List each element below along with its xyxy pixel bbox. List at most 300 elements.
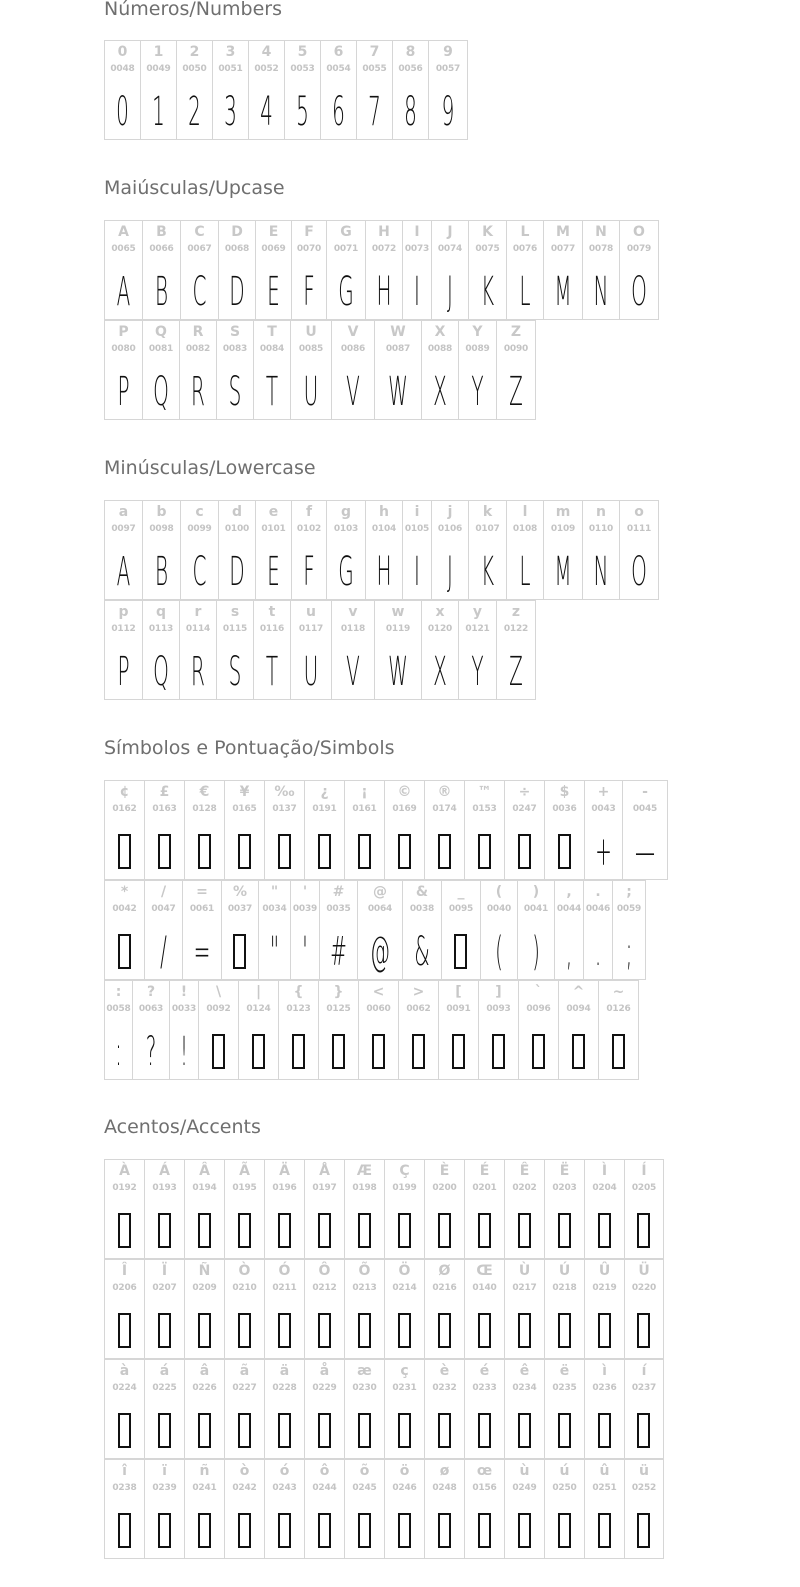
character-code: 0075	[475, 244, 500, 254]
glyph-preview: P	[117, 369, 130, 415]
missing-glyph-box-icon	[558, 834, 571, 869]
glyph-cell	[374, 600, 422, 700]
character-code: 0113	[148, 624, 174, 634]
character-code: 0052	[254, 64, 279, 74]
glyph-cell	[544, 1259, 585, 1359]
character-label: 5	[297, 44, 308, 60]
section-title-upcase: Maiúsculas/Upcase	[104, 177, 285, 199]
character-label: ã	[239, 1363, 250, 1379]
character-label: ~	[612, 984, 625, 1000]
glyph-preview: P	[117, 649, 130, 695]
glyph-cell	[582, 220, 620, 320]
glyph-preview: C	[192, 269, 207, 315]
glyph-cell	[584, 1459, 625, 1559]
character-code: 0076	[512, 244, 538, 254]
character-label: a	[118, 504, 129, 520]
character-label: s	[230, 604, 240, 620]
glyph-preview: I	[414, 269, 420, 315]
glyph-cell	[398, 980, 439, 1080]
missing-glyph-box-icon	[238, 1313, 251, 1348]
glyph-preview: "	[269, 929, 280, 975]
glyph-cell	[264, 1159, 305, 1259]
glyph-cell	[374, 320, 422, 420]
missing-glyph-box-icon	[212, 1034, 225, 1069]
glyph-preview: 0	[116, 89, 129, 135]
glyph-cell	[504, 780, 545, 880]
glyph-preview: Y	[471, 369, 484, 415]
glyph-cell	[179, 320, 217, 420]
character-code: 0051	[218, 64, 243, 74]
character-code: 0243	[272, 1483, 297, 1493]
glyph-cell	[224, 1259, 265, 1359]
character-label: ?	[146, 984, 156, 1000]
character-label: Ü	[638, 1263, 650, 1279]
character-label: Ï	[161, 1263, 168, 1279]
glyph-preview: G	[338, 549, 354, 595]
glyph-row	[104, 780, 667, 880]
glyph-cell	[144, 780, 185, 880]
missing-glyph-box-icon	[118, 834, 131, 869]
character-code: 0038	[409, 904, 435, 914]
glyph-row	[104, 1159, 663, 1259]
missing-glyph-box-icon	[278, 834, 291, 869]
character-label: o	[634, 504, 644, 520]
missing-glyph-box-icon	[318, 1513, 331, 1548]
character-label: R	[192, 324, 204, 340]
character-label: @	[373, 884, 387, 900]
character-code: 0126	[606, 1004, 631, 1014]
glyph-cell	[104, 220, 143, 320]
character-code: 0073	[404, 244, 430, 254]
character-code: 0102	[296, 524, 322, 534]
character-label: ú	[559, 1463, 570, 1479]
character-code: 0246	[392, 1483, 417, 1493]
character-label: Ù	[518, 1263, 531, 1279]
character-code: 0207	[152, 1283, 177, 1293]
glyph-cell	[458, 600, 497, 700]
glyph-preview: 5	[296, 89, 309, 135]
glyph-cell	[424, 1159, 465, 1259]
character-label: m	[555, 504, 571, 520]
missing-glyph-box-icon	[292, 1034, 305, 1069]
character-label: {	[293, 984, 304, 1000]
glyph-preview: T	[265, 649, 279, 695]
character-label: ÷	[518, 784, 531, 800]
glyph-cell	[504, 1259, 545, 1359]
character-code: 0169	[392, 804, 417, 814]
character-code: 0165	[232, 804, 257, 814]
character-label: P	[118, 324, 129, 340]
missing-glyph-box-icon	[358, 1313, 371, 1348]
character-label: Û	[598, 1263, 611, 1279]
glyph-preview: D	[229, 549, 245, 595]
character-code: 0108	[512, 524, 538, 534]
glyph-cell	[584, 1359, 625, 1459]
glyph-preview: 9	[441, 89, 455, 135]
glyph-cell	[496, 600, 536, 700]
glyph-cell	[464, 1459, 505, 1559]
glyph-cell	[248, 40, 285, 140]
glyph-preview: 4	[260, 89, 273, 135]
glyph-preview: O	[631, 269, 647, 315]
missing-glyph-box-icon	[158, 1313, 171, 1348]
character-label: õ	[359, 1463, 370, 1479]
character-label: <	[372, 984, 385, 1000]
character-label: Y	[472, 324, 483, 340]
glyph-preview: J	[447, 549, 453, 595]
glyph-cell	[464, 780, 505, 880]
character-label: \	[215, 984, 222, 1000]
glyph-cell	[421, 600, 459, 700]
character-label: ê	[519, 1363, 530, 1379]
glyph-preview: X	[433, 649, 447, 695]
glyph-preview: Z	[509, 369, 523, 415]
character-label: )	[532, 884, 540, 900]
glyph-preview: N	[593, 549, 609, 595]
glyph-cell	[584, 1259, 625, 1359]
missing-glyph-box-icon	[238, 1213, 251, 1248]
glyph-cell	[326, 220, 366, 320]
glyph-cell	[104, 500, 143, 600]
missing-glyph-box-icon	[637, 1413, 650, 1448]
character-label: à	[119, 1363, 130, 1379]
missing-glyph-box-icon	[598, 1413, 611, 1448]
character-label: k	[482, 504, 493, 520]
character-code: 0233	[472, 1383, 497, 1393]
character-code: 0072	[371, 244, 397, 254]
character-code: 0209	[192, 1283, 217, 1293]
character-label: n	[596, 504, 606, 520]
character-code: 0087	[385, 344, 411, 354]
character-label: Ë	[559, 1163, 570, 1179]
character-label: ò	[239, 1463, 250, 1479]
character-code: 0078	[588, 244, 614, 254]
glyph-cell	[144, 1359, 185, 1459]
character-code: 0111	[626, 524, 652, 534]
character-code: 0237	[631, 1383, 657, 1393]
character-code: 0122	[503, 624, 529, 634]
glyph-cell	[464, 1359, 505, 1459]
character-label: h	[379, 504, 389, 520]
glyph-cell	[224, 1159, 265, 1259]
character-code: 0064	[367, 904, 393, 914]
character-code: 0121	[465, 624, 490, 634]
character-code: 0251	[592, 1483, 617, 1493]
character-code: 0156	[472, 1483, 497, 1493]
character-code: 0043	[591, 804, 616, 814]
glyph-cell	[224, 780, 265, 880]
glyph-preview: F	[303, 269, 315, 315]
character-code: 0046	[585, 904, 611, 914]
missing-glyph-box-icon	[398, 1313, 411, 1348]
character-label: À	[119, 1163, 130, 1179]
character-label: :	[115, 984, 122, 1000]
character-code: 0080	[111, 344, 136, 354]
glyph-cell	[504, 1459, 545, 1559]
character-code: 0094	[566, 1004, 591, 1014]
character-label: p	[118, 604, 129, 620]
character-label: w	[391, 604, 405, 620]
glyph-cell	[184, 1359, 225, 1459]
glyph-preview: &	[414, 929, 430, 975]
missing-glyph-box-icon	[572, 1034, 585, 1069]
character-label: C	[194, 224, 205, 240]
character-label: ]	[495, 984, 502, 1000]
glyph-cell	[402, 500, 432, 600]
glyph-cell	[478, 980, 519, 1080]
character-label: -	[642, 784, 648, 800]
character-code: 0230	[352, 1383, 377, 1393]
character-label: Í	[641, 1163, 647, 1179]
missing-glyph-box-icon	[518, 1413, 531, 1448]
character-label: Ó	[278, 1263, 291, 1279]
missing-glyph-box-icon	[118, 1513, 131, 1548]
character-code: 0056	[398, 64, 423, 74]
character-code: 0193	[152, 1183, 177, 1193]
glyph-cell	[176, 40, 213, 140]
character-label: F	[304, 224, 314, 240]
glyph-cell	[384, 1159, 425, 1259]
character-code: 0163	[152, 804, 177, 814]
character-label: q	[155, 604, 167, 620]
character-label: ü	[639, 1463, 649, 1479]
character-label: ¿	[320, 784, 329, 800]
character-code: 0153	[472, 804, 497, 814]
character-code: 0227	[232, 1383, 257, 1393]
character-code: 0204	[592, 1183, 617, 1193]
character-label: B	[156, 224, 167, 240]
glyph-preview: /	[160, 929, 167, 975]
glyph-preview: Q	[153, 369, 169, 415]
glyph-preview: K	[480, 549, 495, 595]
character-code: 0140	[472, 1283, 497, 1293]
character-label: 6	[333, 44, 344, 60]
glyph-preview: @	[370, 929, 390, 975]
missing-glyph-box-icon	[318, 834, 331, 869]
glyph-cell	[582, 500, 620, 600]
character-code: 0060	[366, 1004, 391, 1014]
glyph-cell	[104, 1159, 145, 1259]
glyph-cell	[216, 600, 254, 700]
character-code: 0083	[222, 344, 248, 354]
glyph-preview: ?	[145, 1029, 157, 1075]
glyph-cell	[468, 220, 507, 320]
missing-glyph-box-icon	[278, 1313, 291, 1348]
character-label: V	[347, 324, 359, 340]
glyph-cell	[544, 1459, 585, 1559]
character-label: '	[302, 884, 308, 900]
missing-glyph-box-icon	[198, 1213, 211, 1248]
glyph-preview: 6	[332, 89, 345, 135]
missing-glyph-box-icon	[518, 834, 531, 869]
character-label: ó	[279, 1463, 290, 1479]
glyph-cell	[140, 40, 177, 140]
missing-glyph-box-icon	[278, 1213, 291, 1248]
glyph-cell	[319, 880, 358, 980]
character-code: 0101	[261, 524, 286, 534]
missing-glyph-box-icon	[478, 1313, 491, 1348]
glyph-cell	[264, 1359, 305, 1459]
glyph-cell	[255, 500, 292, 600]
character-code: 0061	[189, 904, 215, 914]
glyph-cell	[142, 500, 181, 600]
glyph-preview: E	[267, 549, 280, 595]
character-code: 0067	[187, 244, 212, 254]
glyph-cell	[438, 980, 479, 1080]
glyph-cell	[598, 980, 639, 1080]
character-label: }	[333, 984, 344, 1000]
glyph-cell	[384, 1259, 425, 1359]
character-code: 0050	[182, 64, 207, 74]
glyph-cell	[424, 1259, 465, 1359]
glyph-preview: W	[388, 649, 408, 695]
character-code: 0097	[111, 524, 136, 534]
glyph-preview: 7	[368, 89, 381, 135]
character-label: i	[414, 504, 420, 520]
missing-glyph-box-icon	[278, 1513, 291, 1548]
character-code: 0119	[385, 624, 411, 634]
missing-glyph-box-icon	[637, 1313, 650, 1348]
character-code: 0203	[552, 1183, 577, 1193]
glyph-cell	[431, 220, 469, 320]
glyph-cell	[624, 1459, 664, 1559]
missing-glyph-box-icon	[518, 1513, 531, 1548]
character-code: 0054	[326, 64, 351, 74]
glyph-row	[104, 220, 658, 320]
missing-glyph-box-icon	[238, 1513, 251, 1548]
glyph-cell	[424, 780, 465, 880]
character-code: 0161	[352, 804, 377, 814]
glyph-preview: A	[116, 549, 131, 595]
glyph-preview: )	[532, 929, 540, 975]
character-label: ‰	[274, 784, 295, 800]
glyph-cell	[468, 500, 507, 600]
character-code: 0238	[112, 1483, 137, 1493]
character-label: È	[439, 1163, 450, 1179]
glyph-cell	[504, 1359, 545, 1459]
glyph-preview: ,	[565, 929, 573, 975]
missing-glyph-box-icon	[612, 1034, 625, 1069]
character-label: Ã	[239, 1163, 250, 1179]
character-code: 0035	[326, 904, 351, 914]
character-label: K	[482, 224, 493, 240]
section-title-symbols: Símbolos e Pontuação/Simbols	[104, 737, 395, 759]
glyph-cell	[365, 500, 403, 600]
character-label: Ô	[318, 1263, 331, 1279]
character-label: U	[305, 324, 317, 340]
glyph-cell	[344, 1359, 385, 1459]
character-code: 0109	[550, 524, 576, 534]
character-label: ö	[399, 1463, 410, 1479]
character-code: 0082	[185, 344, 211, 354]
glyph-preview: F	[303, 549, 315, 595]
character-code: 0198	[352, 1183, 377, 1193]
glyph-cell	[184, 1259, 225, 1359]
character-code: 0247	[512, 804, 537, 814]
character-code: 0244	[312, 1483, 337, 1493]
missing-glyph-box-icon	[518, 1213, 531, 1248]
character-code: 0213	[352, 1283, 377, 1293]
glyph-cell	[144, 1159, 185, 1259]
character-label: g	[340, 504, 352, 520]
missing-glyph-box-icon	[398, 834, 411, 869]
missing-glyph-box-icon	[198, 1413, 211, 1448]
character-code: 0062	[406, 1004, 431, 1014]
missing-glyph-box-icon	[252, 1034, 265, 1069]
glyph-preview: O	[631, 549, 647, 595]
glyph-cell	[356, 40, 393, 140]
character-code: 0118	[340, 624, 366, 634]
character-code: 0085	[298, 344, 324, 354]
glyph-cell	[179, 600, 217, 700]
character-label: =	[196, 884, 208, 900]
glyph-cell	[212, 40, 249, 140]
glyph-cell	[291, 500, 327, 600]
character-label: /	[160, 884, 167, 900]
character-code: 0045	[632, 804, 658, 814]
character-code: 0042	[112, 904, 137, 914]
character-label: £	[159, 784, 170, 800]
character-label: S	[229, 324, 241, 340]
missing-glyph-box-icon	[478, 1213, 491, 1248]
character-code: 0115	[222, 624, 248, 634]
glyph-cell	[304, 1159, 345, 1259]
character-label: !	[180, 984, 188, 1000]
glyph-cell	[291, 220, 327, 320]
section-title-lowercase: Minúsculas/Lowercase	[104, 457, 316, 479]
glyph-cell	[543, 500, 583, 600]
character-label: 3	[225, 44, 236, 60]
missing-glyph-box-icon	[637, 1513, 650, 1548]
character-code: 0211	[272, 1283, 297, 1293]
glyph-cell	[218, 500, 256, 600]
character-label: ¡	[361, 784, 368, 800]
character-code: 0089	[465, 344, 490, 354]
glyph-cell	[224, 1359, 265, 1459]
glyph-preview: H	[376, 549, 392, 595]
glyph-cell	[104, 1359, 145, 1459]
character-label: Õ	[358, 1263, 371, 1279]
glyph-cell	[619, 220, 659, 320]
character-label: 9	[443, 44, 453, 60]
character-label: 4	[261, 44, 272, 60]
character-label: Ì	[601, 1163, 608, 1179]
character-label: 0	[117, 44, 128, 60]
character-code: 0040	[486, 904, 512, 914]
glyph-cell	[504, 1159, 545, 1259]
glyph-cell	[182, 880, 222, 980]
character-label: Œ	[476, 1263, 493, 1279]
glyph-preview: B	[154, 269, 169, 315]
character-label: l	[522, 504, 528, 520]
glyph-preview: M	[554, 269, 572, 315]
character-code: 0099	[187, 524, 212, 534]
missing-glyph-box-icon	[118, 1313, 131, 1348]
character-code: 0069	[261, 244, 286, 254]
missing-glyph-box-icon	[198, 1313, 211, 1348]
glyph-row	[104, 320, 535, 420]
glyph-cell	[424, 1359, 465, 1459]
missing-glyph-box-icon	[332, 1034, 345, 1069]
character-label: Z	[510, 324, 522, 340]
glyph-cell	[142, 600, 180, 700]
glyph-cell	[441, 880, 481, 980]
glyph-preview: 8	[404, 89, 417, 135]
glyph-cell	[184, 1459, 225, 1559]
character-label: ®	[437, 784, 452, 800]
glyph-cell	[144, 1459, 185, 1559]
character-code: 0252	[631, 1483, 657, 1493]
